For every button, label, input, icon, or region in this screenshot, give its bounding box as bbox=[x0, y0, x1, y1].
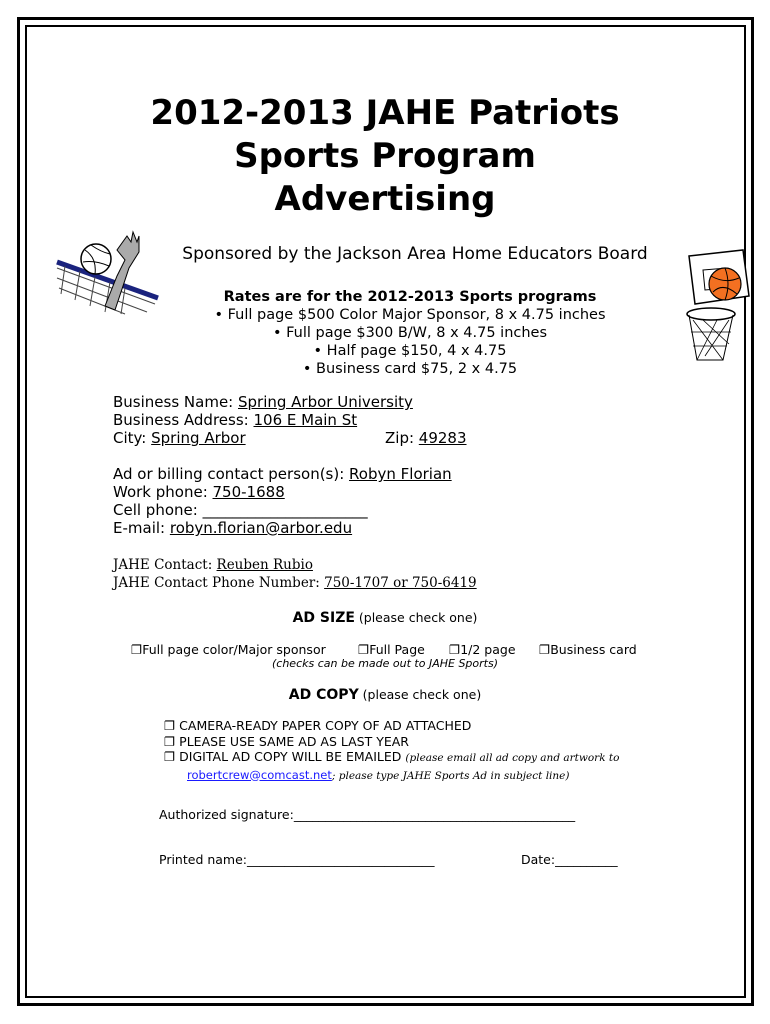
date-line[interactable]: __________ bbox=[555, 852, 618, 867]
authorized-signature: Authorized signature:_____________________________________________ bbox=[159, 807, 576, 822]
ad-copy-option-same[interactable]: ❐ PLEASE USE SAME AD AS LAST YEAR bbox=[164, 733, 409, 749]
jahe-phone-value: 750-1707 or 750-6419 bbox=[324, 575, 477, 591]
subject-instruction: ; please type JAHE Sports Ad in subject line) bbox=[331, 769, 570, 782]
jahe-contact bbox=[113, 556, 477, 592]
ad-size-option-major[interactable]: ❐Full page color/Major sponsor bbox=[131, 642, 326, 657]
email-link[interactable]: robertcrew@comcast.net bbox=[187, 767, 332, 782]
volleyball-clipart bbox=[55, 228, 165, 318]
title-line-1: 2012-2013 JAHE Patriots bbox=[150, 93, 620, 133]
rate-item: • Full page $500 Color Major Sponsor, 8 x 4.75 inches bbox=[214, 307, 606, 323]
ad-copy-options bbox=[164, 718, 619, 784]
title-line-3: Advertising bbox=[274, 179, 496, 219]
ad-copy-option-digital[interactable]: ❐ DIGITAL AD COPY WILL BE EMAILED bbox=[164, 749, 406, 764]
jahe-contact-value: Reuben Rubio bbox=[216, 557, 313, 573]
signature-line[interactable]: _____________________________________________ bbox=[293, 807, 576, 822]
cell-phone-field[interactable]: ______________________ bbox=[202, 501, 368, 519]
business-address-label: Business Address: bbox=[113, 411, 254, 429]
city-label: City: bbox=[113, 429, 152, 447]
rate-item: • Half page $150, 4 x 4.75 bbox=[313, 343, 507, 359]
ad-size-option-half[interactable]: ❐1/2 page bbox=[449, 642, 516, 657]
jahe-phone-label: JAHE Contact Phone Number: bbox=[113, 575, 325, 591]
contact-person-label: Ad or billing contact person(s): bbox=[113, 465, 350, 483]
work-phone-label: Work phone: bbox=[113, 483, 213, 501]
checks-note: (checks can be made out to JAHE Sports) bbox=[271, 657, 499, 670]
zip-value[interactable]: 49283 bbox=[418, 429, 467, 447]
zip-label: Zip: bbox=[385, 429, 419, 447]
business-fields bbox=[113, 393, 467, 537]
page-title bbox=[140, 92, 630, 221]
cell-phone-label: Cell phone: bbox=[113, 501, 203, 519]
contact-person-value[interactable]: Robyn Florian bbox=[349, 465, 452, 483]
email-label: E-mail: bbox=[113, 519, 170, 537]
ad-copy-heading: AD COPY (please check one) bbox=[288, 687, 482, 703]
printed-name-line[interactable]: ______________________________ bbox=[247, 852, 435, 867]
date-field: Date:__________ bbox=[521, 852, 618, 867]
rate-item: • Business card $75, 2 x 4.75 bbox=[302, 361, 518, 377]
email-instruction: (please email all ad copy and artwork to bbox=[405, 752, 620, 764]
business-name-label: Business Name: bbox=[113, 393, 238, 411]
email-value[interactable]: robyn.florian@arbor.edu bbox=[169, 519, 353, 537]
sponsor-line: Sponsored by the Jackson Area Home Educators Board bbox=[182, 244, 648, 264]
ad-size-option-card[interactable]: ❐Business card bbox=[539, 642, 637, 657]
city-value[interactable]: Spring Arbor bbox=[151, 429, 246, 447]
ad-size-heading: AD SIZE (please check one) bbox=[292, 610, 478, 626]
printed-name: Printed name:______________________________ bbox=[159, 852, 435, 867]
jahe-contact-label: JAHE Contact: bbox=[113, 557, 217, 573]
basketball-clipart bbox=[683, 248, 763, 373]
title-line-2: Sports Program bbox=[234, 136, 536, 176]
rate-item: • Full page $300 B/W, 8 x 4.75 inches bbox=[272, 325, 548, 341]
rates-section bbox=[160, 288, 660, 378]
ad-size-option-full[interactable]: ❐Full Page bbox=[358, 642, 425, 657]
business-address-value[interactable]: 106 E Main St bbox=[253, 411, 358, 429]
ad-copy-option-camera[interactable]: ❐ CAMERA-READY PAPER COPY OF AD ATTACHED bbox=[164, 718, 472, 733]
work-phone-value[interactable]: 750-1688 bbox=[212, 483, 285, 501]
business-name-value[interactable]: Spring Arbor University bbox=[238, 393, 413, 411]
rates-heading: Rates are for the 2012-2013 Sports programs bbox=[223, 289, 597, 305]
